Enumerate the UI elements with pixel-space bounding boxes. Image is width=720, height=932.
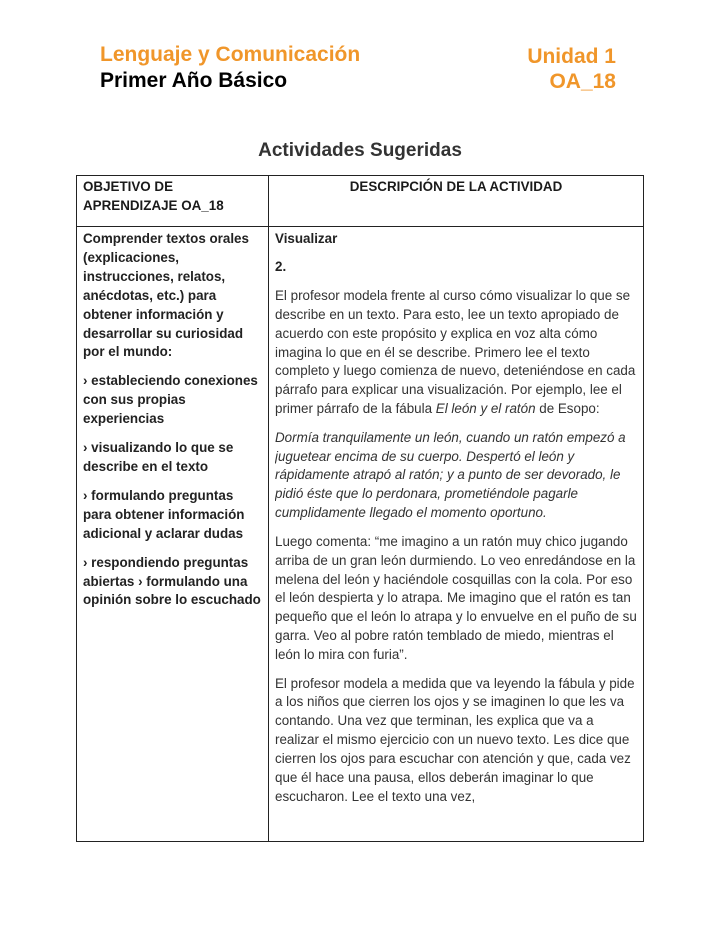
objectives-cell [83,230,265,620]
objective-intro: Comprender textos orales (explicaciones, instrucciones, relatos, anécdotas, etc.) para obtener información y desarrollar su curiosidad por el mundo: [83,231,249,360]
objective-item: › visualizando lo que se describe en el texto [83,440,234,474]
header-unit: Unidad 1 [527,45,616,68]
objective-item: › respondiendo preguntas abiertas › formulando una opinión sobre lo escuchado [83,554,261,608]
section-title: Actividades Sugeridas [258,140,462,161]
objective-item: › estableciendo conexiones con sus propias experiencias [83,373,258,427]
objective-column-header: OBJETIVO DE APRENDIZAJE OA_18 [83,179,224,213]
intro-text: El profesor modela frente al curso cómo visualizar lo que se describe en un texto. Para esto, lee un texto apropiado de acuerdo con este propósito y explica en voz alta cómo imagina lo que en él se describe. Primero lee el texto completo y luego comienza de nuevo, deteniéndose en cada párrafo para explicar una visualización. Por ejemplo, lee el primer párrafo de la fábula [275,287,636,417]
column-divider [268,176,269,841]
activity-number: 2. [275,259,287,275]
header-oa: OA_18 [549,70,616,93]
header-grade: Primer Año Básico [100,69,288,92]
fable-author: Esopo: [557,401,600,417]
header-row-divider [77,226,643,227]
fable-title: El león y el ratón [435,401,536,417]
description-column-header: DESCRIPCIÓN DE LA ACTIVIDAD [349,179,563,194]
activity-heading: Visualizar [275,231,338,246]
activity-paragraph-comment: Luego comenta: “me imagino a un ratón muy chico jugando arriba de un gran león durmiendo. Lo veo enredándose en la melena del león y haciéndole cosquillas con la cola. Por eso el león despierta y lo atrapa. Me imagino que el ratón es tan pequeño que el león lo atrapa y lo envuelve en el puño de su garra. Veo al pobre ratón temblado de miedo, mientras el león lo mira con furia”. [275,533,637,663]
activities-table [76,175,644,842]
description-cell [275,230,637,841]
activity-paragraph-modeling: El profesor modela a medida que va leyendo la fábula y pide a los niños que cierren los ojos y se imaginen lo que les va contando. Una vez que terminan, les explica que va a realizar el mismo ejercicio con un nuevo texto. Les dice que cierren los ojos para escuchar con atención y que, cada vez que él hace una pausa, ellos deberán imaginar lo que escucharon. Lee el texto una vez, [275,675,635,804]
connector-text: de [535,401,558,417]
header-subject: Lenguaje y Comunicación [100,43,361,66]
fable-excerpt: Dormía tranquilamente un león, cuando un ratón empezó a juguetear encima de su cuerpo. Despertó el león y rápidamente atrapó al ratón; y a punto de ser devorado, le pidió éste que lo perdonara, prometiéndole pagarle cumplidamente llegado el momento oportuno. [275,429,626,521]
objective-item: › formulando preguntas para obtener información adicional y aclarar dudas [83,487,245,541]
activity-paragraph-intro [275,287,637,419]
